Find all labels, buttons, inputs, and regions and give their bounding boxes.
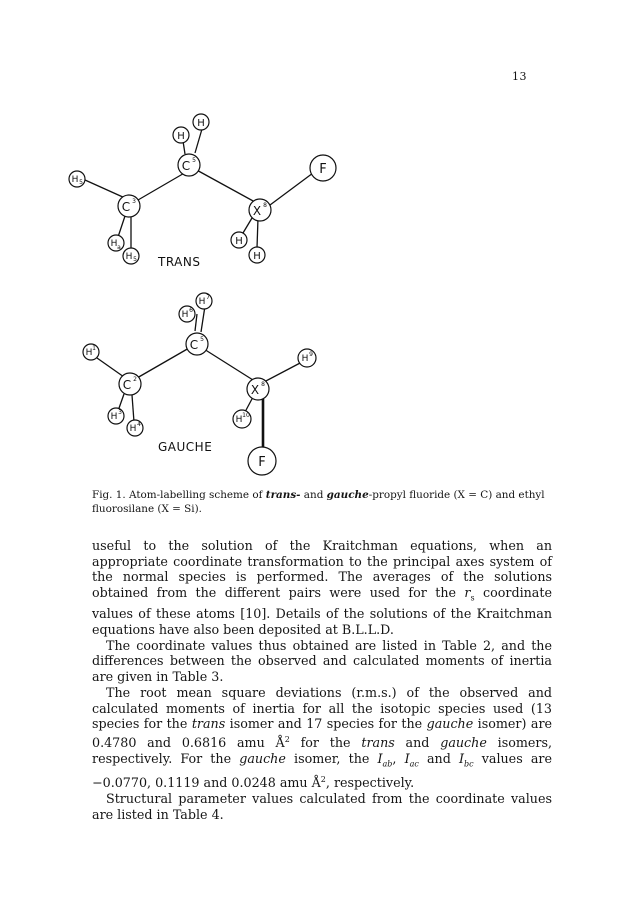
body-text xyxy=(92,538,552,822)
p3-i-ac: I xyxy=(404,750,410,766)
trans-label-c5-sup: 5 xyxy=(192,157,196,164)
trans-label-f: F xyxy=(319,162,327,177)
gauche-label-c2: C xyxy=(122,378,132,392)
gauche-label-h1-sup: 1 xyxy=(92,345,96,352)
gauche-label-x8: X xyxy=(250,383,260,397)
gauche-label-c2-sup: 2 xyxy=(133,376,137,383)
gauche-label-h9: H xyxy=(301,354,309,364)
gauche-label-h1: H xyxy=(85,348,93,358)
p3-ab: ab xyxy=(382,759,393,769)
trans-label-h-top2: H xyxy=(177,131,185,142)
p1-text-b: coordinate values of these atoms [10]. Details of the solutions of the Kraitchman equations have also been deposited at B.L.L.D. xyxy=(92,585,552,638)
caption-and: and xyxy=(300,489,327,501)
paragraph-2: The coordinate values thus obtained are listed in Table 2, and the differences between the observed and calculated moments of inertia are given in Table 3. xyxy=(92,637,552,685)
p3-sq2: 2 xyxy=(320,775,326,785)
gauche-label-h9-sup: 9 xyxy=(309,351,313,358)
gauche-label-c5: C xyxy=(189,338,199,352)
trans-label-h5-low: H xyxy=(125,252,133,262)
p3-text-d: for the xyxy=(289,735,362,751)
trans-label-ha-sub: a xyxy=(117,244,121,251)
caption-rest: -propyl fluoride (X = C) and ethyl fluorosilane (X = Si). xyxy=(92,489,545,515)
trans-label-h-top: H xyxy=(197,118,205,129)
p3-i-ab: I xyxy=(377,750,383,766)
gauche-label-h6-sup: 6 xyxy=(189,307,193,314)
p3-bc: bc xyxy=(463,759,474,769)
trans-label-ha: H xyxy=(110,239,118,249)
gauche-label-h7-sup: 7 xyxy=(206,294,210,301)
p3-trans: trans xyxy=(191,716,226,732)
p3-text-b: isomer and 17 species for the xyxy=(225,716,427,732)
p3-trans2: trans xyxy=(361,735,395,751)
p3-and: and xyxy=(418,750,459,766)
p3-i-bc: I xyxy=(458,750,464,766)
p3-sq: 2 xyxy=(284,734,290,744)
trans-bonds xyxy=(85,129,313,250)
p1-r-sub: s xyxy=(470,593,475,603)
gauche-label-h4: H xyxy=(129,424,137,434)
p3-gauche: gauche xyxy=(426,716,474,732)
gauche-label-c5-sup: 5 xyxy=(200,336,204,343)
p1-text-a: useful to the solution of the Kraitchman equations, when an appropriate coordinate transformation to the principal axes system of the normal species is performed. The averages of the solutions obtained from the different pairs were used for the xyxy=(92,538,552,601)
trans-label-h5-left: H xyxy=(71,175,79,185)
trans-label-h-right1: H xyxy=(235,236,243,247)
gauche-label-x8-sup: 8 xyxy=(261,381,265,388)
paragraph-1 xyxy=(92,538,552,638)
p3-text-a: The root mean square deviations (r.m.s.) of the observed and calculated moments of inertia for all the isotopic species used (13 species for the xyxy=(92,684,552,732)
p3-text-g: isomer, the xyxy=(285,750,378,766)
p3-text-f: isomers, respectively. For the xyxy=(92,735,552,766)
gauche-label-h4-sup: 4 xyxy=(137,421,141,428)
paragraph-4: Structural parameter values calculated from the coordinate values are listed in Table 4. xyxy=(92,791,552,822)
trans-label-x8: X xyxy=(252,204,262,218)
p3-text-i: , respectively. xyxy=(325,775,415,791)
trans-label-h5-low-sub: 5 xyxy=(133,256,137,263)
trans-label-c3: C xyxy=(121,200,131,214)
trans-label-x8-sup: 8 xyxy=(263,202,267,209)
p3-text-e: and xyxy=(394,735,441,751)
p3-ac: ac xyxy=(409,759,419,769)
gauche-label-h10: H xyxy=(235,415,243,425)
p3-gauche2: gauche xyxy=(440,735,487,751)
p3-comma: , xyxy=(392,750,405,766)
trans-label-c5: C xyxy=(181,159,191,173)
caption-prefix: Fig. 1. Atom-labelling scheme of xyxy=(92,489,266,501)
paragraph-3 xyxy=(92,685,552,791)
gauche-label-h7: H xyxy=(198,297,206,307)
trans-atoms xyxy=(69,114,336,264)
trans-label-h-right2: H xyxy=(253,251,261,262)
gauche-label-h3: H xyxy=(110,412,118,422)
gauche-label: GAUCHE xyxy=(158,440,213,454)
gauche-label-h10-sup: 10 xyxy=(242,412,250,419)
page-number: 13 xyxy=(512,70,527,83)
caption-gauche: gauche xyxy=(326,489,369,501)
p3-text-h: values are −0.0770, 0.1119 and 0.0248 amu Å xyxy=(92,750,552,791)
trans-label: TRANS xyxy=(158,255,201,269)
trans-label-c3-sup: 3 xyxy=(132,198,136,205)
trans-label-h5-left-sub: 5 xyxy=(79,179,83,186)
p3-text-c: isomer) are 0.4780 and 0.6816 amu Å xyxy=(92,716,553,751)
p1-r-symbol: r xyxy=(464,585,471,601)
p3-gauche3: gauche xyxy=(239,750,286,766)
caption-trans: trans- xyxy=(265,489,301,501)
gauche-label-h3-sup: 3 xyxy=(118,409,122,416)
gauche-label-h6: H xyxy=(181,310,189,320)
figure-caption xyxy=(92,489,552,516)
gauche-label-f: F xyxy=(258,455,266,470)
